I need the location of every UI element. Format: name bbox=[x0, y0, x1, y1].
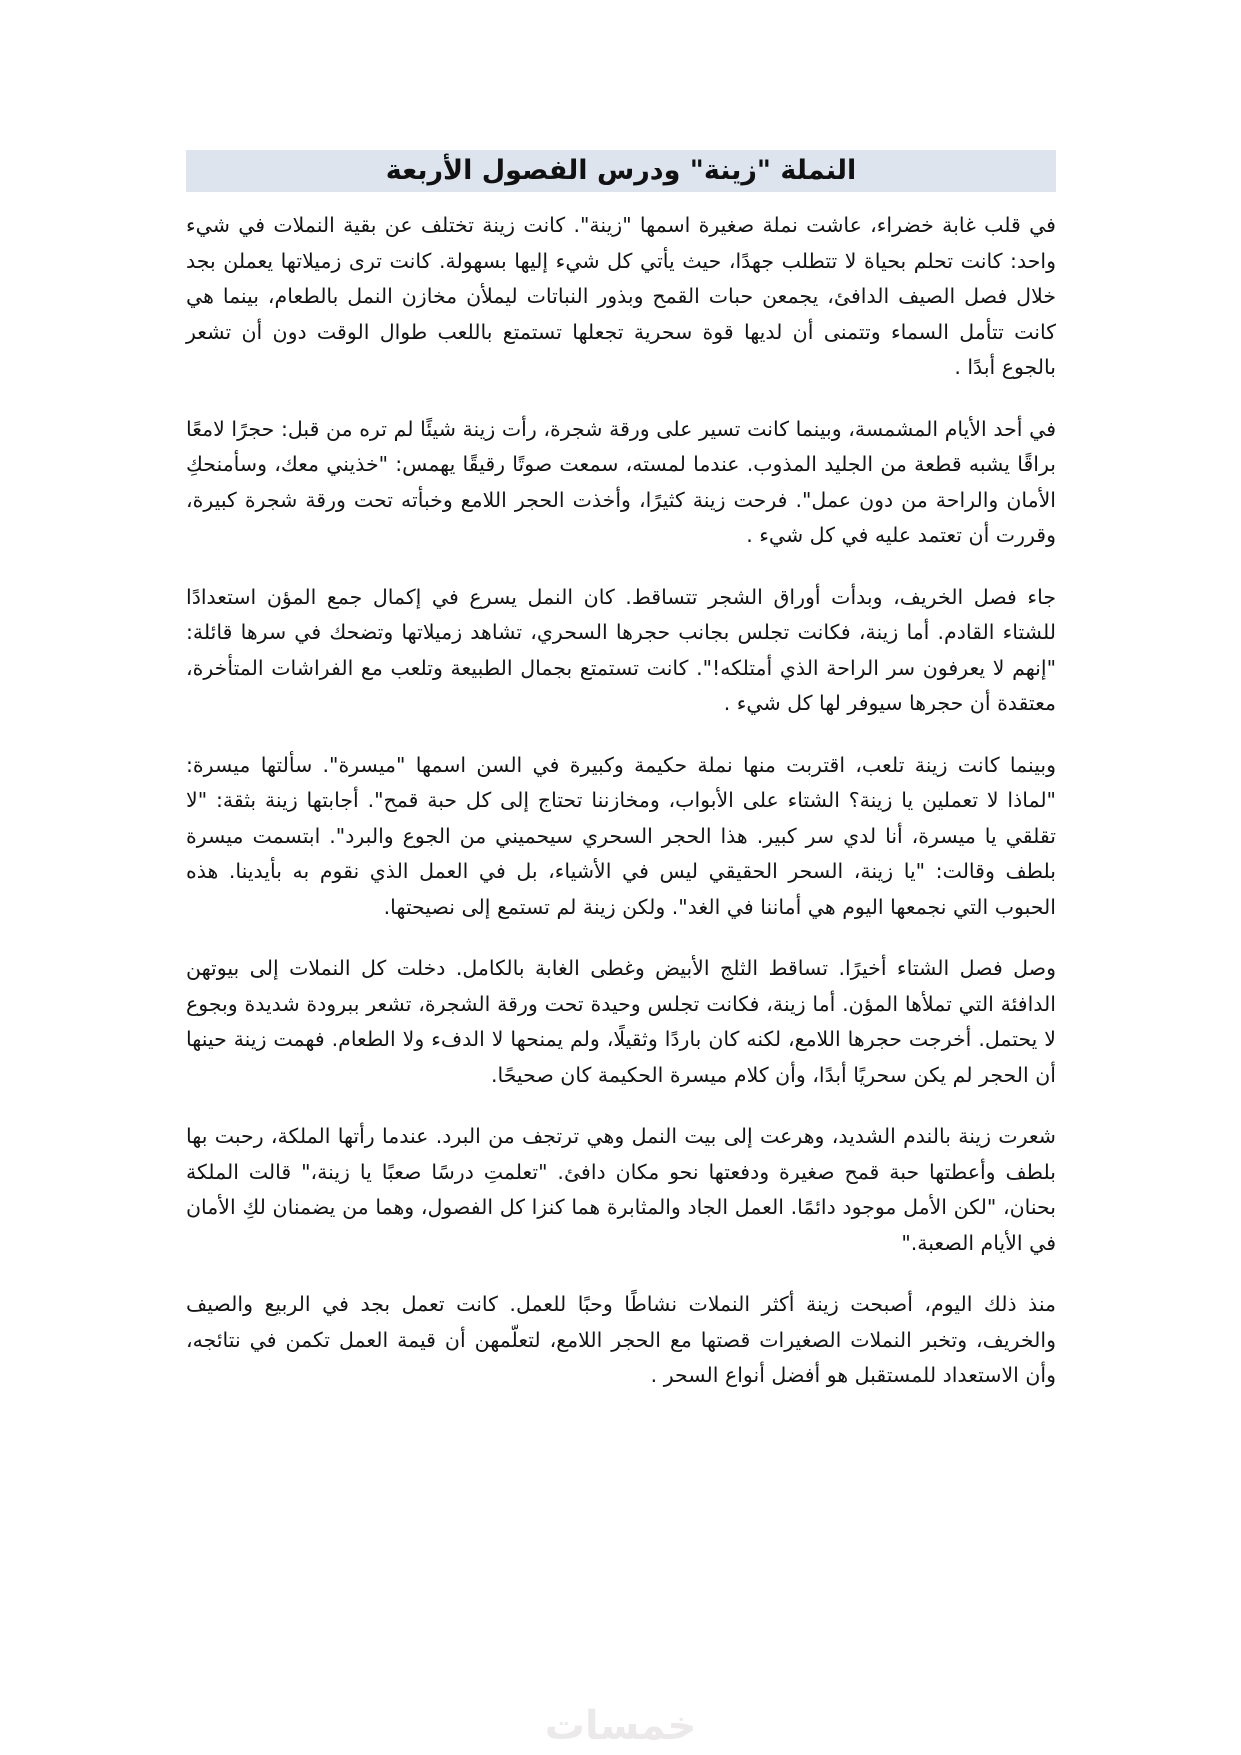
paragraph-5: وصل فصل الشتاء أخيرًا. تساقط الثلج الأبيض وغطى الغابة بالكامل. دخلت كل النملات إلى بيوتهن الدافئة التي تملأها المؤن. أما زينة، فكانت تجلس وحيدة تحت ورقة الشجرة، تشعر ببرودة شديدة وبجوع لا يحتمل. أخرجت حجرها اللامع، لكنه كان باردًا وثقيلًا، ولم يمنحها لا الدفء ولا الطعام. فهمت زينة حينها أن الحجر لم يكن سحريًا أبدًا، وأن كلام ميسرة الحكيمة كان صحيحًا. bbox=[186, 956, 1056, 1087]
title-banner bbox=[186, 150, 1056, 192]
story-title: النملة "زينة" ودرس الفصول الأربعة bbox=[385, 155, 857, 186]
paragraph-4: وبينما كانت زينة تلعب، اقتربت منها نملة حكيمة وكبيرة في السن اسمها "ميسرة". سألتها ميسرة: "لماذا لا تعملين يا زينة؟ الشتاء على الأبواب، ومخازننا تحتاج إلى كل حبة قمح". أجابتها زينة بثقة: "لا تقلقي يا ميسرة، أنا لدي سر كبير. هذا الحجر السحري سيحميني من الجوع والبرد". ابتسمت ميسرة بلطف وقالت: "يا زينة، السحر الحقيقي ليس في الأشياء، بل في العمل الذي نقوم به بأيدينا. هذه الحبوب التي نجمعها اليوم هي أماننا في الغد". ولكن زينة لم تستمع إلى نصيحتها. bbox=[186, 752, 1056, 919]
watermark-logo: خمسات bbox=[544, 1703, 697, 1749]
paragraph-3: جاء فصل الخريف، وبدأت أوراق الشجر تتساقط. كان النمل يسرع في إكمال جمع المؤن استعدادًا للشتاء القادم. أما زينة، فكانت تجلس بجانب حجرها السحري، تشاهد زميلاتها وتضحك في سرها قائلة: "إنهم لا يعرفون سر الراحة الذي أمتلكه!". كانت تستمتع بجمال الطبيعة وتلعب مع الفراشات المتأخرة، معتقدة أن حجرها سيوفر لها كل شيء . bbox=[186, 584, 1056, 715]
paragraph-7: منذ ذلك اليوم، أصبحت زينة أكثر النملات نشاطًا وحبًا للعمل. كانت تعمل بجد في الربيع والصيف والخريف، وتخبر النملات الصغيرات قصتها مع الحجر اللامع، لتعلّمهن أن قيمة العمل تكمن في نتائجه، وأن الاستعداد للمستقبل هو أفضل أنواع السحر . bbox=[186, 1292, 1056, 1387]
paragraph-6: شعرت زينة بالندم الشديد، وهرعت إلى بيت النمل وهي ترتجف من البرد. عندما رأتها الملكة، رحبت بها بلطف وأعطتها حبة قمح صغيرة ودفعتها نحو مكان دافئ. "تعلمتِ درسًا صعبًا يا زينة،" قالت الملكة بحنان، "لكن الأمل موجود دائمًا. العمل الجاد والمثابرة هما كنزا كل الفصول، وهما من يضمنان لكِ الأمان في الأيام الصعبة." bbox=[186, 1124, 1056, 1255]
paragraph-2: في أحد الأيام المشمسة، وبينما كانت تسير على ورقة شجرة، رأت زينة شيئًا لم تره من قبل: حجرًا لامعًا براقًا يشبه قطعة من الجليد المذوب. عندما لمسته، سمعت صوتًا رقيقًا يهمس: "خذيني معك، وسأمنحكِ الأمان والراحة من دون عمل". فرحت زينة كثيرًا، وأخذت الحجر اللامع وخبأته تحت ورقة شجرة كبيرة، وقررت أن تعتمد عليه في كل شيء . bbox=[186, 416, 1056, 547]
document-page bbox=[186, 150, 1056, 1420]
paragraph-1: في قلب غابة خضراء، عاشت نملة صغيرة اسمها "زينة". كانت زينة تختلف عن بقية النملات في شيء واحد: كانت تحلم بحياة لا تتطلب جهدًا، حيث يأتي كل شيء إليها بسهولة. كانت ترى زميلاتها يعملن بجد خلال فصل الصيف الدافئ، يجمعن حبات القمح وبذور النباتات ليملأن مخازن النمل بالطعام، بينما هي كانت تتأمل السماء وتتمنى أن لديها قوة سحرية تجعلها تستمتع باللعب طوال الوقت دون أن تشعر بالجوع أبدًا . bbox=[186, 213, 1056, 379]
